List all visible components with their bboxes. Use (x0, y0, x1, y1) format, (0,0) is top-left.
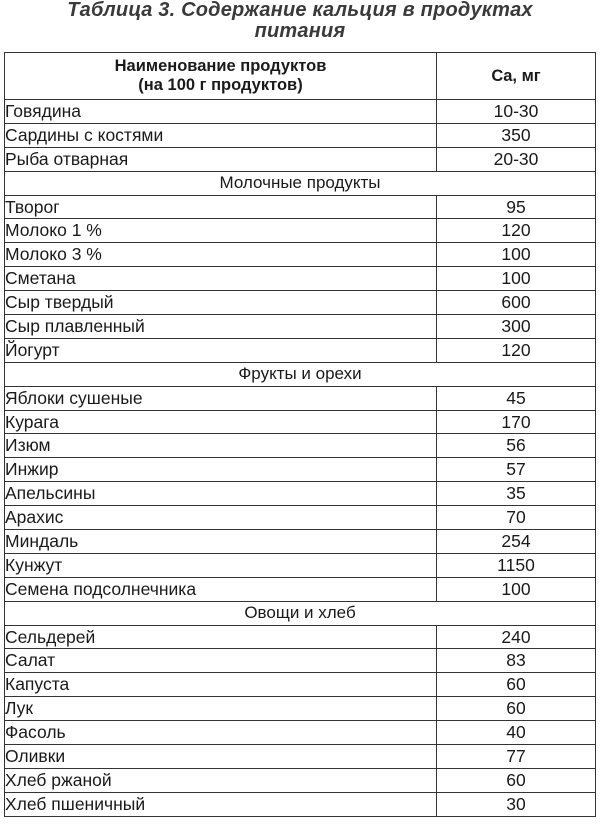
table-row (5, 195, 596, 219)
table-row (5, 530, 596, 554)
calcium-value-cell: 20-30 (437, 147, 596, 171)
product-name-cell: Миндаль (5, 530, 437, 554)
product-name-cell: Изюм (5, 434, 437, 458)
calcium-value-cell: 57 (437, 458, 596, 482)
table-row (5, 649, 596, 673)
product-name-cell: Рыба отварная (5, 147, 437, 171)
calcium-value-cell: 300 (437, 315, 596, 339)
table-row (5, 291, 596, 315)
section-row (5, 171, 596, 195)
calcium-value-cell: 60 (437, 673, 596, 697)
table-row (5, 386, 596, 410)
table-row (5, 315, 596, 339)
header-calcium-mg: Ca, мг (437, 53, 596, 100)
calcium-value-cell: 70 (437, 506, 596, 530)
calcium-value-cell: 120 (437, 338, 596, 362)
table-row (5, 147, 596, 171)
calcium-value-cell: 350 (437, 123, 596, 147)
table-row (5, 673, 596, 697)
table-row (5, 506, 596, 530)
table-row (5, 745, 596, 769)
product-name-cell: Молоко 3 % (5, 243, 437, 267)
calcium-value-cell: 35 (437, 482, 596, 506)
calcium-value-cell: 60 (437, 697, 596, 721)
calcium-value-cell: 100 (437, 243, 596, 267)
calcium-value-cell: 60 (437, 768, 596, 792)
section-heading: Молочные продукты (5, 171, 596, 195)
table-row (5, 219, 596, 243)
product-name-cell: Инжир (5, 458, 437, 482)
calcium-value-cell: 83 (437, 649, 596, 673)
product-name-cell: Арахис (5, 506, 437, 530)
calcium-value-cell: 10-30 (437, 100, 596, 124)
header-product-name-line-2: (на 100 г продуктов) (138, 76, 303, 94)
table-row (5, 768, 596, 792)
product-name-cell: Кунжут (5, 553, 437, 577)
table-row (5, 434, 596, 458)
product-name-cell: Фасоль (5, 721, 437, 745)
caption-line-2: питания (254, 20, 346, 42)
product-name-cell: Курага (5, 410, 437, 434)
table-row (5, 410, 596, 434)
calcium-value-cell: 95 (437, 195, 596, 219)
table-row (5, 577, 596, 601)
table-row (5, 482, 596, 506)
calcium-value-cell: 100 (437, 577, 596, 601)
product-name-cell: Хлеб пшеничный (5, 792, 437, 816)
calcium-value-cell: 45 (437, 386, 596, 410)
section-row (5, 601, 596, 625)
table-row (5, 697, 596, 721)
header-product-name-line-1: Наименование продуктов (114, 57, 327, 75)
section-row (5, 362, 596, 386)
section-heading: Фрукты и орехи (5, 362, 596, 386)
calcium-value-cell: 100 (437, 267, 596, 291)
product-name-cell: Сардины с костями (5, 123, 437, 147)
product-name-cell: Хлеб ржаной (5, 768, 437, 792)
calcium-value-cell: 254 (437, 530, 596, 554)
table-caption (0, 0, 600, 42)
calcium-value-cell: 120 (437, 219, 596, 243)
product-name-cell: Говядина (5, 100, 437, 124)
calcium-content-table (4, 52, 596, 817)
calcium-value-cell: 170 (437, 410, 596, 434)
table-row (5, 100, 596, 124)
product-name-cell: Творог (5, 195, 437, 219)
product-name-cell: Семена подсолнечника (5, 577, 437, 601)
product-name-cell: Молоко 1 % (5, 219, 437, 243)
table-header-row (5, 53, 596, 100)
table-row (5, 721, 596, 745)
product-name-cell: Яблоки сушеные (5, 386, 437, 410)
table-row (5, 123, 596, 147)
product-name-cell: Апельсины (5, 482, 437, 506)
calcium-value-cell: 56 (437, 434, 596, 458)
caption-line-1: Таблица 3. Содержание кальция в продуктах (67, 0, 533, 21)
table-row (5, 792, 596, 816)
calcium-value-cell: 240 (437, 625, 596, 649)
table-row (5, 553, 596, 577)
product-name-cell: Капуста (5, 673, 437, 697)
table-row (5, 243, 596, 267)
product-name-cell: Сельдерей (5, 625, 437, 649)
table-row (5, 458, 596, 482)
calcium-value-cell: 77 (437, 745, 596, 769)
product-name-cell: Лук (5, 697, 437, 721)
table-row (5, 338, 596, 362)
calcium-value-cell: 600 (437, 291, 596, 315)
section-heading: Овощи и хлеб (5, 601, 596, 625)
product-name-cell: Салат (5, 649, 437, 673)
product-name-cell: Йогурт (5, 338, 437, 362)
calcium-value-cell: 40 (437, 721, 596, 745)
calcium-value-cell: 1150 (437, 553, 596, 577)
product-name-cell: Сметана (5, 267, 437, 291)
table-row (5, 267, 596, 291)
product-name-cell: Оливки (5, 745, 437, 769)
product-name-cell: Сыр плавленный (5, 315, 437, 339)
calcium-value-cell: 30 (437, 792, 596, 816)
header-product-name (5, 53, 437, 100)
table-body (5, 100, 596, 817)
table-row (5, 625, 596, 649)
product-name-cell: Сыр твердый (5, 291, 437, 315)
